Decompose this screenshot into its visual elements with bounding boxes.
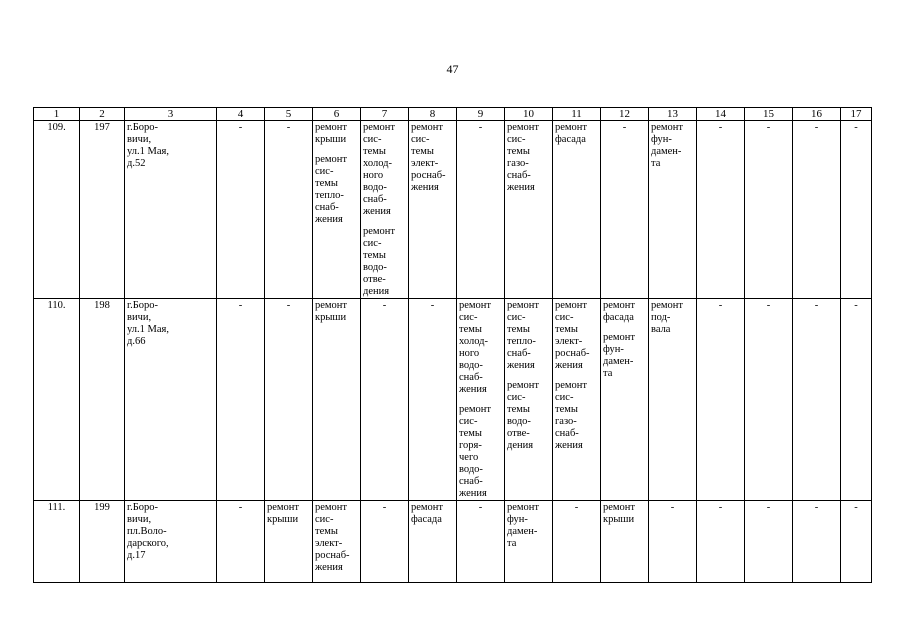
empty-cell: - (745, 501, 793, 583)
work-cell (601, 299, 649, 501)
work-item: ремонт сис- темы тепло- снаб- жения (315, 154, 348, 225)
column-number: 1 (34, 108, 80, 121)
empty-cell: - (793, 299, 841, 501)
address-cell (125, 299, 217, 501)
work-cell (553, 299, 601, 501)
empty-cell: - (409, 299, 457, 501)
work-item: ремонт крыши (267, 502, 300, 525)
work-item: ремонт фун- дамен- та (651, 122, 684, 169)
column-number: 5 (265, 108, 313, 121)
column-number: 7 (361, 108, 409, 121)
empty-cell: - (265, 121, 313, 299)
work-item: ремонт фун- дамен- та (603, 332, 636, 379)
row-number: 110. (34, 299, 80, 501)
work-cell (409, 121, 457, 299)
column-number: 11 (553, 108, 601, 121)
work-cell (313, 299, 361, 501)
empty-cell: - (841, 501, 872, 583)
empty-cell: - (793, 501, 841, 583)
empty-cell: - (649, 501, 697, 583)
work-item: ремонт крыши (315, 122, 348, 145)
empty-cell: - (217, 299, 265, 501)
table-row (34, 501, 872, 583)
work-cell (505, 121, 553, 299)
work-item: ремонт фун- дамен- та (507, 502, 540, 549)
work-cell (601, 501, 649, 583)
work-cell (457, 299, 505, 501)
empty-cell: - (217, 501, 265, 583)
work-item: ремонт сис- темы холод- ного водо- снаб- жения (363, 122, 396, 217)
column-number: 6 (313, 108, 361, 121)
work-cell (409, 501, 457, 583)
column-number-row (34, 108, 872, 121)
empty-cell: - (841, 299, 872, 501)
empty-cell: - (265, 299, 313, 501)
column-number: 13 (649, 108, 697, 121)
empty-cell: - (361, 501, 409, 583)
work-item: ремонт сис- темы газо- снаб- жения (507, 122, 540, 193)
work-item: ремонт фасада (603, 300, 636, 323)
page-number: 47 (446, 62, 459, 76)
work-cell (505, 299, 553, 501)
work-item: ремонт сис- темы водо- отве- дения (363, 226, 396, 297)
table-row (34, 121, 872, 299)
empty-cell: - (745, 299, 793, 501)
work-item: ремонт сис- темы холод- ного водо- снаб- жения (459, 300, 492, 395)
column-number: 8 (409, 108, 457, 121)
work-item: ремонт фасада (411, 502, 444, 525)
column-number: 10 (505, 108, 553, 121)
column-number: 15 (745, 108, 793, 121)
house-code: 199 (80, 501, 125, 583)
work-item: ремонт сис- темы тепло- снаб- жения (507, 300, 540, 371)
work-item: ремонт сис- темы газо- снаб- жения (555, 380, 588, 451)
empty-cell: - (697, 501, 745, 583)
work-item: ремонт сис- темы элект- роснаб- жения (411, 122, 446, 193)
work-item: ремонт сис- темы элект- роснаб- жения (315, 502, 350, 573)
empty-cell: - (361, 299, 409, 501)
empty-cell: - (553, 501, 601, 583)
column-number: 12 (601, 108, 649, 121)
address-text: г.Боро- вичи, ул.1 Мая, д.66 (127, 300, 169, 347)
work-cell (505, 501, 553, 583)
work-cell (313, 121, 361, 299)
column-number: 3 (125, 108, 217, 121)
work-cell (649, 299, 697, 501)
work-item: ремонт фасада (555, 122, 588, 145)
column-number: 16 (793, 108, 841, 121)
empty-cell: - (697, 299, 745, 501)
address-text: г.Боро- вичи, ул.1 Мая, д.52 (127, 122, 169, 169)
empty-cell: - (601, 121, 649, 299)
house-code: 198 (80, 299, 125, 501)
work-item: ремонт сис- темы элект- роснаб- жения (555, 300, 590, 371)
address-cell (125, 501, 217, 583)
row-number: 109. (34, 121, 80, 299)
house-code: 197 (80, 121, 125, 299)
empty-cell: - (217, 121, 265, 299)
work-cell (313, 501, 361, 583)
row-number: 111. (34, 501, 80, 583)
column-number: 4 (217, 108, 265, 121)
empty-cell: - (457, 501, 505, 583)
work-cell (553, 121, 601, 299)
empty-cell: - (745, 121, 793, 299)
address-text: г.Боро- вичи, пл.Воло- дарского, д.17 (127, 502, 169, 561)
work-item: ремонт сис- темы водо- отве- дения (507, 380, 540, 451)
table-row (34, 299, 872, 501)
address-cell (125, 121, 217, 299)
work-item: ремонт крыши (603, 502, 636, 525)
column-number: 2 (80, 108, 125, 121)
work-cell (265, 501, 313, 583)
work-item: ремонт под- вала (651, 300, 684, 335)
empty-cell: - (457, 121, 505, 299)
empty-cell: - (697, 121, 745, 299)
column-number: 14 (697, 108, 745, 121)
work-cell (361, 121, 409, 299)
column-number: 9 (457, 108, 505, 121)
empty-cell: - (841, 121, 872, 299)
repair-schedule-table (33, 107, 872, 583)
work-cell (649, 121, 697, 299)
column-number: 17 (841, 108, 872, 121)
work-item: ремонт сис- темы горя- чего водо- снаб- жения (459, 404, 492, 499)
empty-cell: - (793, 121, 841, 299)
work-item: ремонт крыши (315, 300, 348, 323)
